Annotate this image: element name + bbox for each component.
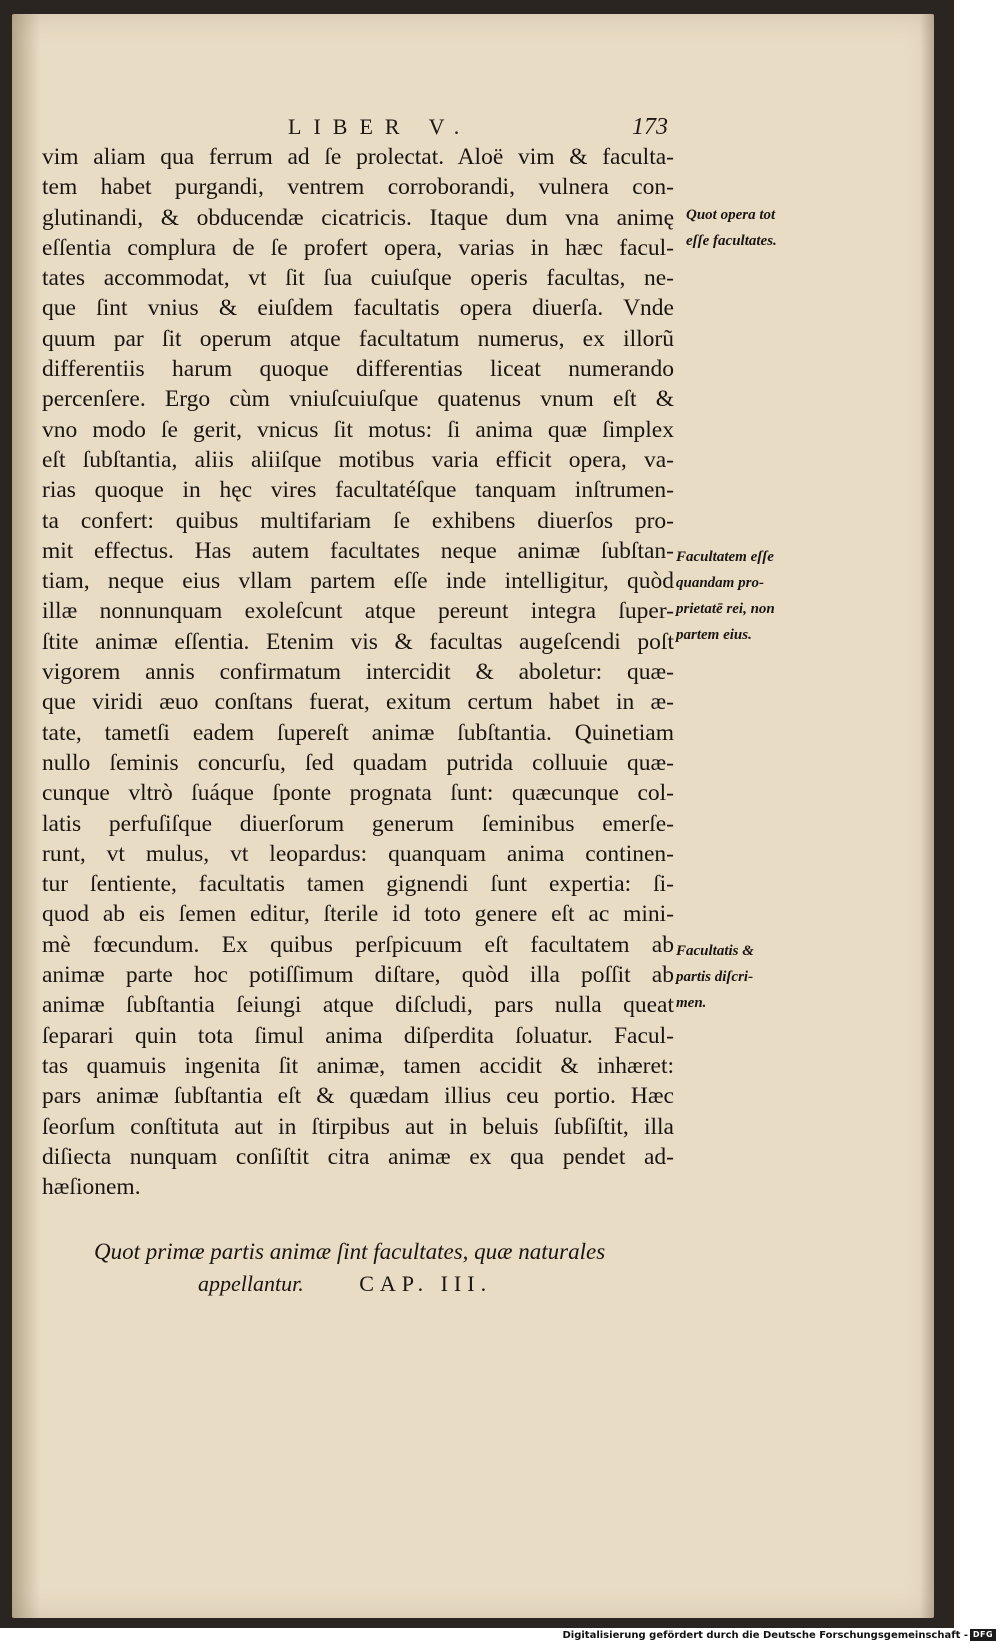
- body-line: runt, vt mulus, vt leopardus: quanquam anima continen-: [42, 840, 674, 867]
- marginal-note-line: Facultatem eſſe: [676, 549, 774, 565]
- body-line: tiam, neque eius vllam partem eſſe inde intelligitur, quòd: [42, 568, 674, 595]
- marginal-note-line: prietatē rei, non: [676, 601, 775, 617]
- marginal-note-line: men.: [676, 995, 707, 1011]
- marginal-note: [676, 938, 824, 1016]
- chapter-number: CAP. III.: [359, 1271, 493, 1296]
- body-line: differentiis harum quoque differentias liceat numerando: [42, 356, 674, 383]
- body-line: ta confert: quibus multifariam ſe exhibens diuerſos pro-: [42, 507, 674, 534]
- body-line: eſt ſubſtantia, aliis aliiſque motibus varia efficit opera, va-: [42, 446, 674, 473]
- chapter-heading-title-end: appellantur.: [198, 1271, 304, 1296]
- body-line: mit effectus. Has autem facultates neque animæ ſubſtan-: [42, 537, 674, 564]
- body-line: glutinandi, & obducendæ cicatricis. Itaque dum vna animę: [42, 204, 674, 231]
- body-line: que ſint vnius & eiuſdem facultatis opera diuerſa. Vnde: [42, 295, 674, 322]
- chapter-heading-title: Quot primæ partis animæ ſint facultates, quæ naturales: [94, 1239, 606, 1264]
- body-line: tur ſentiente, facultatis tamen gignendi ſunt expertia: ſi-: [42, 871, 674, 898]
- body-line: quod ab eis ſemen editur, ſterile id toto genere eſt ac mini-: [42, 901, 674, 928]
- body-line: latis perfuſiſque diuerſorum generum ſeminibus emerſe-: [42, 810, 674, 837]
- chapter-heading: [94, 1236, 654, 1300]
- body-line: animæ parte hoc potiſſimum diſtare, quòd illa poſſit ab: [42, 962, 674, 989]
- body-line: ſeparari quin tota ſimul anima diſperdita ſoluatur. Facul-: [42, 1022, 674, 1049]
- body-line: percenſere. Ergo cùm vniuſcuiuſque quatenus vnum eſt &: [42, 386, 674, 413]
- body-line: nullo ſeminis concurſu, ſed quadam putrida colluuie quæ-: [42, 749, 674, 776]
- body-line: tem habet purgandi, ventrem corroborandi, vulnera con-: [42, 174, 674, 201]
- body-line: vim aliam qua ferrum ad ſe prolectat. Aloë vim & faculta-: [42, 144, 674, 170]
- body-line: cunque vltrò ſuáque ſponte prognata ſunt: quæcunque col-: [42, 780, 674, 807]
- body-line: ſtite animæ eſſentia. Etenim vis & facultas augeſcendi poſt: [42, 628, 674, 655]
- body-text: [42, 142, 674, 1202]
- marginal-note-line: quandam pro-: [676, 575, 764, 591]
- body-line: mè fœcundum. Ex quibus perſpicuum eſt facultatem ab: [42, 931, 674, 958]
- body-line: animæ ſubſtantia ſeiungi atque diſcludi, pars nulla queat: [42, 992, 674, 1019]
- body-line: hæſionem.: [42, 1174, 141, 1201]
- footer-bar: [0, 1628, 1000, 1643]
- funding-credit: Digitalisierung gefördert durch die Deutsche Forschungsgemeinschaft -: [562, 1630, 968, 1641]
- marginal-note-line: eſſe facultates.: [686, 233, 777, 249]
- page-number: 173: [632, 114, 668, 140]
- marginal-note-line: Facultatis &: [676, 943, 754, 959]
- marginal-note-line: partis diſcri-: [676, 969, 754, 985]
- body-line: tas quamuis ingenita ſit animæ, tamen accidit & inhæret:: [42, 1052, 674, 1079]
- body-line: rias quoque in hęc vires facultatéſque tanquam inſtrumen-: [42, 477, 674, 504]
- book-page: [12, 14, 934, 1618]
- body-line: que viridi æuo conſtans fuerat, exitum certum habet in æ-: [42, 689, 674, 716]
- marginal-note-line: Quot opera tot: [686, 207, 776, 223]
- body-line: tate, tametſi eadem ſupereſt animæ ſubſtantia. Quinetiam: [42, 719, 674, 746]
- dfg-logo-icon: DFG: [970, 1629, 996, 1641]
- running-title: LIBER V.: [288, 114, 472, 139]
- body-line: diſiecta nunquam conſiſtit citra animæ ex qua pendet ad-: [42, 1143, 674, 1170]
- marginal-note: [686, 202, 834, 254]
- body-line: pars animæ ſubſtantia eſt & quædam illius ceu portio. Hæc: [42, 1083, 674, 1110]
- body-line: ſeorſum conſtituta aut in ſtirpibus aut in beluis ſubſiſtit, illa: [42, 1113, 674, 1140]
- body-line: eſſentia complura de ſe profert opera, varias in hæc facul-: [42, 234, 674, 261]
- body-line: vigorem annis confirmatum intercidit & aboletur: quæ-: [42, 659, 674, 686]
- body-line: tates accommodat, vt ſit ſua cuiuſque operis facultas, ne-: [42, 265, 674, 292]
- body-line: vno modo ſe gerit, vnicus ſit motus: ſi anima quæ ſimplex: [42, 416, 674, 443]
- marginal-note: [676, 544, 824, 648]
- body-line: illæ nonnunquam exoleſcunt atque pereunt integra ſuper-: [42, 598, 674, 625]
- marginal-note-line: partem eius.: [676, 627, 752, 643]
- chapter-heading-subline: [94, 1268, 654, 1300]
- body-line: quum par ſit operum atque facultatum numerus, ex illorũ: [42, 325, 674, 352]
